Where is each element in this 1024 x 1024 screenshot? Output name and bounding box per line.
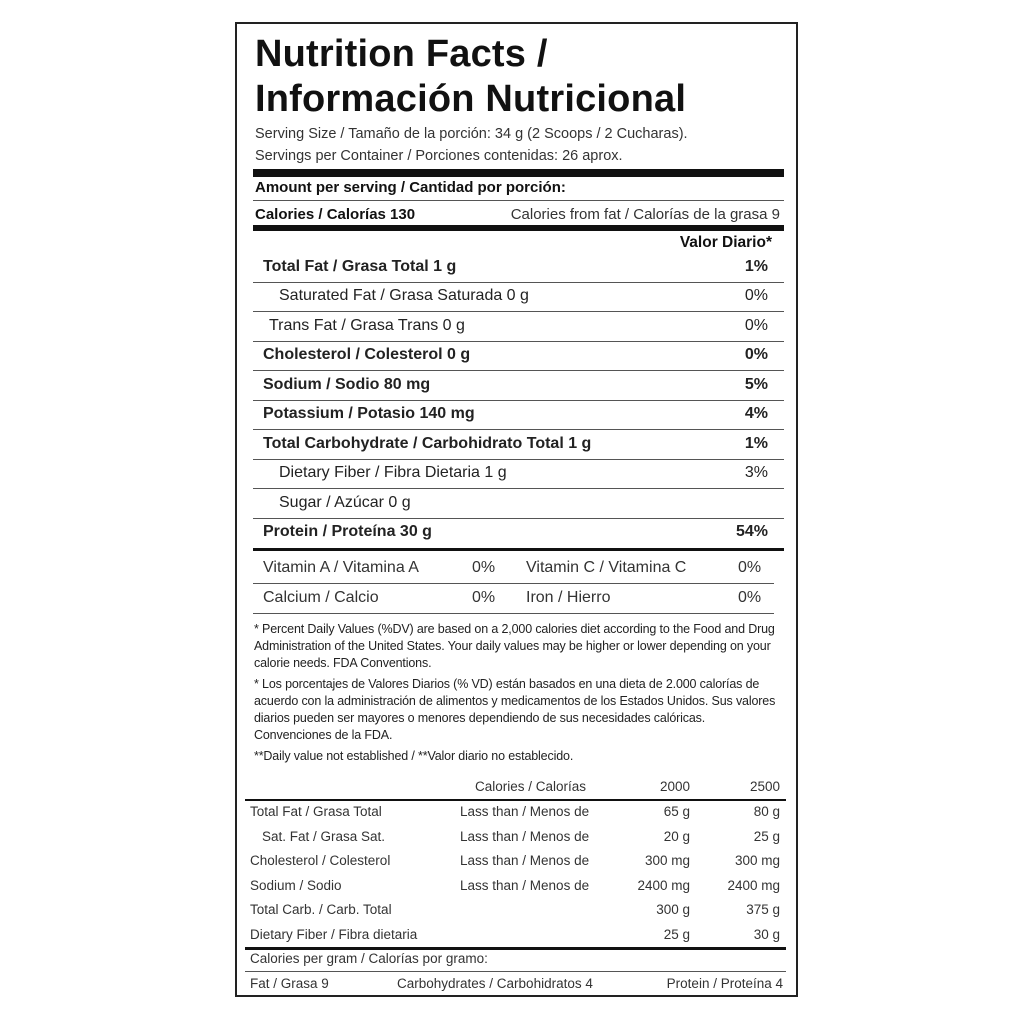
dv-row-2500: 375 g [746, 902, 780, 917]
dv-row-nutrient: Total Carb. / Carb. Total [250, 902, 392, 917]
calories-per-gram-protein: Protein / Proteína 4 [666, 976, 783, 991]
vitamin-daily-value: 0% [472, 559, 496, 576]
dv-row-2500: 30 g [753, 926, 780, 942]
vitamin-name: Vitamin C / Vitamina C [526, 559, 687, 576]
nutrient-name: Potassium / Potasio 140 mg [263, 405, 475, 422]
serving-size: Serving Size / Tamaño de la porción: 34 g (2 Scoops / 2 Cucharas). [255, 126, 688, 142]
nutrient-daily-value: 1% [744, 435, 768, 452]
nutrition-label [235, 22, 798, 997]
nutrient-daily-value: 0% [744, 317, 768, 334]
nutrient-name: Protein / Proteína 30 g [263, 523, 432, 540]
calories-per-gram-label: Calories per gram / Calorías por gramo: [250, 951, 488, 966]
dv-header-2000: 2000 [659, 779, 690, 794]
nutrient-row [263, 430, 768, 458]
dv-header-label: Calories / Calorías [475, 779, 587, 794]
nutrient-row [263, 459, 768, 487]
dv-row-limit: Lass than / Menos de [460, 804, 590, 819]
vitamin-name: Iron / Hierro [526, 589, 611, 606]
vitamin-daily-value: 0% [472, 589, 496, 606]
nutrient-name: Cholesterol / Colesterol 0 g [263, 346, 471, 363]
dv-row-nutrient: Total Fat / Grasa Total [250, 804, 382, 819]
dv-header-2500: 2500 [749, 779, 780, 794]
nutrient-daily-value: 0% [744, 287, 768, 304]
nutrient-row [263, 341, 768, 369]
dv-row-limit: Lass than / Menos de [460, 877, 590, 893]
nutrient-name: Total Carbohydrate / Carbohidrato Total 1 g [263, 435, 592, 452]
nutrient-daily-value: 4% [744, 405, 768, 422]
divider [253, 613, 774, 614]
amount-per-serving: Amount per serving / Cantidad por porción: [255, 179, 566, 196]
dv-row-nutrient: Sodium / Sodio [250, 877, 342, 893]
dv-row-2500: 300 mg [734, 853, 780, 868]
divider [245, 799, 786, 801]
nutrient-row [263, 312, 768, 340]
divider-thick [253, 169, 784, 177]
dv-row-limit: Lass than / Menos de [460, 828, 590, 844]
dv-row-nutrient: Sat. Fat / Grasa Sat. [262, 828, 386, 844]
divider-mid [253, 548, 784, 551]
calories: Calories / Calorías 130 [255, 206, 416, 223]
footnote-english: * Percent Daily Values (%DV) are based on a 2,000 calories diet according to the Food and Drug Administration of the United States. Your daily values may be higher or lower depending on your calorie needs. FDA Conventions. [254, 622, 775, 670]
dv-row-nutrient: Cholesterol / Colesterol [250, 853, 391, 868]
dv-row-2500: 80 g [753, 804, 780, 819]
dv-row-2000: 300 g [656, 902, 690, 917]
dv-row-2000: 300 mg [644, 853, 690, 868]
vitamin-daily-value: 0% [738, 559, 762, 576]
calories-from-fat: Calories from fat / Calorías de la grasa 9 [510, 206, 780, 223]
nutrient-name: Dietary Fiber / Fibra Dietaria 1 g [279, 464, 507, 481]
divider [253, 200, 784, 201]
dv-row-2500: 25 g [753, 828, 780, 844]
nutrient-daily-value: 3% [744, 464, 768, 481]
vitamin-daily-value: 0% [738, 589, 762, 606]
dv-row-2500: 2400 mg [727, 877, 780, 893]
vitamin-name: Calcium / Calcio [263, 589, 379, 606]
vitamin-row [263, 554, 768, 582]
vitamin-name: Vitamin A / Vitamina A [263, 559, 419, 576]
calories-per-gram-fat: Fat / Grasa 9 [250, 976, 329, 991]
nutrient-row [263, 282, 768, 310]
nutrient-name: Sodium / Sodio 80 mg [263, 376, 431, 393]
dv-row-limit: Lass than / Menos de [460, 853, 590, 868]
calories-per-gram-carbs: Carbohydrates / Carbohidratos 4 [397, 976, 593, 991]
divider-thick [253, 225, 784, 231]
divider [245, 971, 786, 972]
label-title-line2: Información Nutricional [255, 78, 687, 120]
divider-mid [245, 947, 786, 950]
nutrient-row [263, 371, 768, 399]
nutrient-name: Total Fat / Grasa Total 1 g [263, 258, 457, 275]
dv-row-2000: 2400 mg [637, 877, 690, 893]
footnote-not-established: **Daily value not established / **Valor diario no establecido. [254, 749, 574, 763]
dv-row-2000: 65 g [663, 804, 690, 819]
nutrient-name: Saturated Fat / Grasa Saturada 0 g [279, 287, 529, 304]
dv-row-2000: 20 g [663, 828, 690, 844]
nutrient-daily-value: 54% [735, 523, 768, 540]
nutrient-daily-value: 0% [744, 346, 768, 363]
dv-row-2000: 25 g [663, 926, 690, 942]
nutrient-name: Trans Fat / Grasa Trans 0 g [269, 317, 465, 334]
dv-row-nutrient: Dietary Fiber / Fibra dietaria [250, 926, 418, 942]
label-title-line1: Nutrition Facts / [255, 33, 548, 75]
nutrient-daily-value: 1% [744, 258, 768, 275]
nutrient-row [263, 253, 768, 281]
footnote-spanish: * Los porcentajes de Valores Diarios (% VD) están basados en una dieta de 2.000 calorías de acuerdo con la administración de alimentos y medicamentos de los Estados Unidos. Sus valores diarios pueden ser mayores o menores dependiendo de sus necesidades calóricas. Convenciones de la FDA. [254, 677, 776, 742]
servings-per-container: Servings per Container / Porciones contenidas: 26 aprox. [255, 148, 623, 164]
nutrient-daily-value: 5% [744, 376, 768, 393]
nutrient-row [263, 489, 768, 517]
nutrient-row [263, 518, 768, 546]
daily-value-header: Valor Diario* [679, 234, 772, 251]
nutrient-name: Sugar / Azúcar 0 g [279, 494, 411, 511]
vitamin-row [263, 584, 768, 612]
nutrient-row [263, 400, 768, 428]
